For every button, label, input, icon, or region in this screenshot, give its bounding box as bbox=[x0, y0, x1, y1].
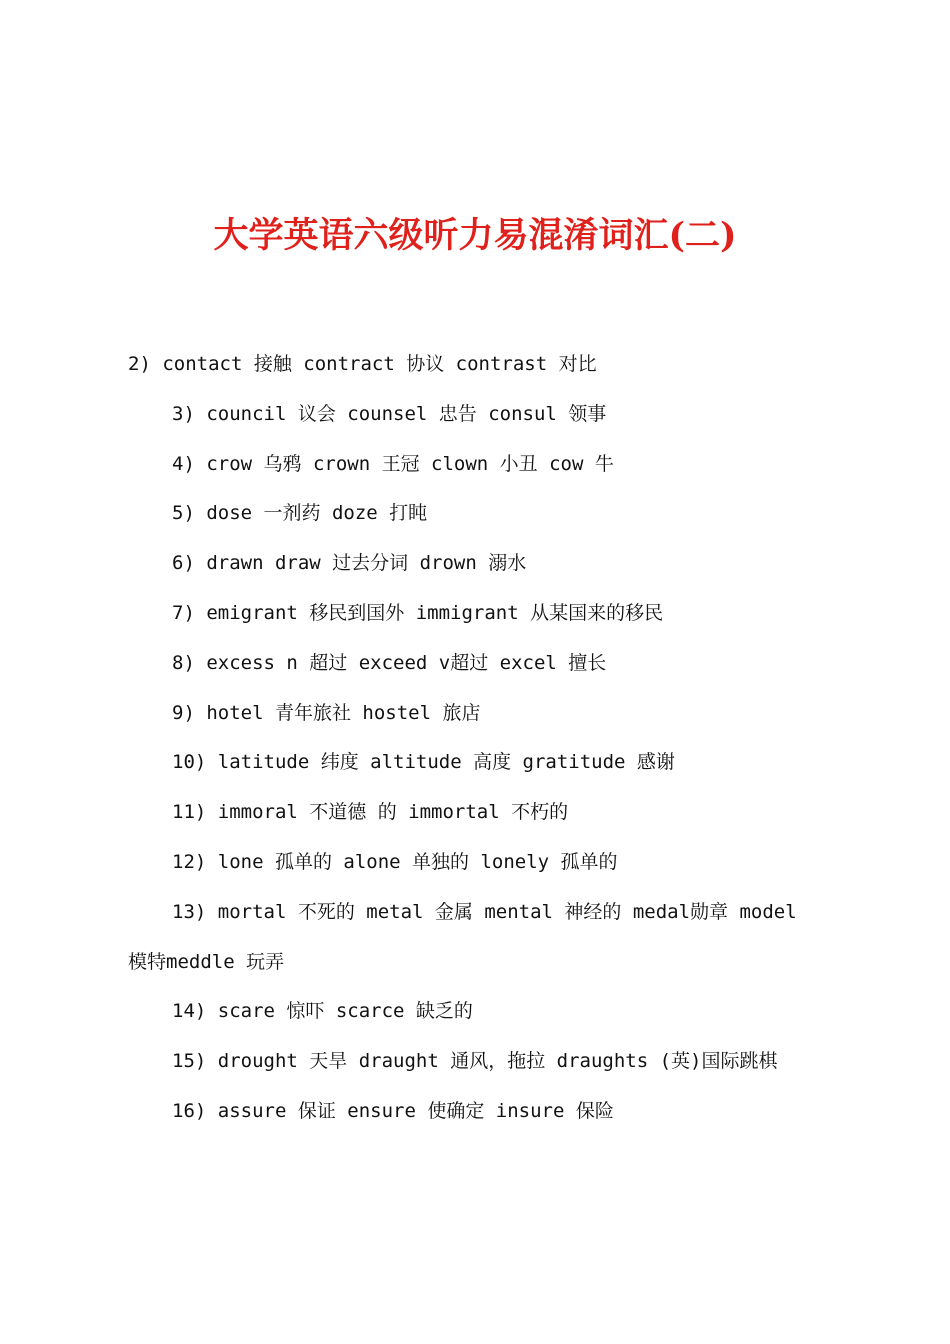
vocab-line: 9) hotel 青年旅社 hostel 旅店 bbox=[172, 701, 481, 724]
vocab-line: 7) emigrant 移民到国外 immigrant 从某国来的移民 bbox=[172, 601, 664, 624]
vocab-line: 2) contact 接触 contract 协议 contrast 对比 bbox=[128, 353, 597, 375]
document-title: 大学英语六级听力易混淆词汇(二) bbox=[213, 215, 737, 256]
vocab-line: 11) immoral 不道德 的 immortal 不朽的 bbox=[172, 801, 569, 824]
vocab-line-continuation: 模特meddle 玩弄 bbox=[128, 950, 285, 973]
vocab-line: 8) excess n 超过 exceed v超过 excel 擅长 bbox=[172, 651, 607, 674]
vocab-line: 5) dose 一剂药 doze 打盹 bbox=[172, 502, 428, 525]
vocab-line: 16) assure 保证 ensure 使确定 insure 保险 bbox=[172, 1099, 614, 1122]
vocab-line: 13) mortal 不死的 metal 金属 mental 神经的 medal勋章 model bbox=[172, 900, 797, 923]
vocab-line: 14) scare 惊吓 scarce 缺乏的 bbox=[172, 1000, 473, 1023]
vocabulary-list bbox=[128, 340, 848, 1137]
vocab-line: 4) crow 乌鸦 crown 王冠 clown 小丑 cow 牛 bbox=[172, 452, 614, 475]
vocab-line: 10) latitude 纬度 altitude 高度 gratitude 感谢 bbox=[172, 751, 675, 774]
vocab-line: 15) drought 天旱 draught 通风，拖拉 draughts (英)国际跳棋 bbox=[172, 1050, 778, 1073]
vocab-line: 6) drawn draw 过去分词 drown 溺水 bbox=[172, 552, 527, 575]
vocab-line: 3) council 议会 counsel 忠告 consul 领事 bbox=[172, 402, 607, 425]
vocab-line: 12) lone 孤单的 alone 单独的 lonely 孤单的 bbox=[172, 850, 618, 873]
